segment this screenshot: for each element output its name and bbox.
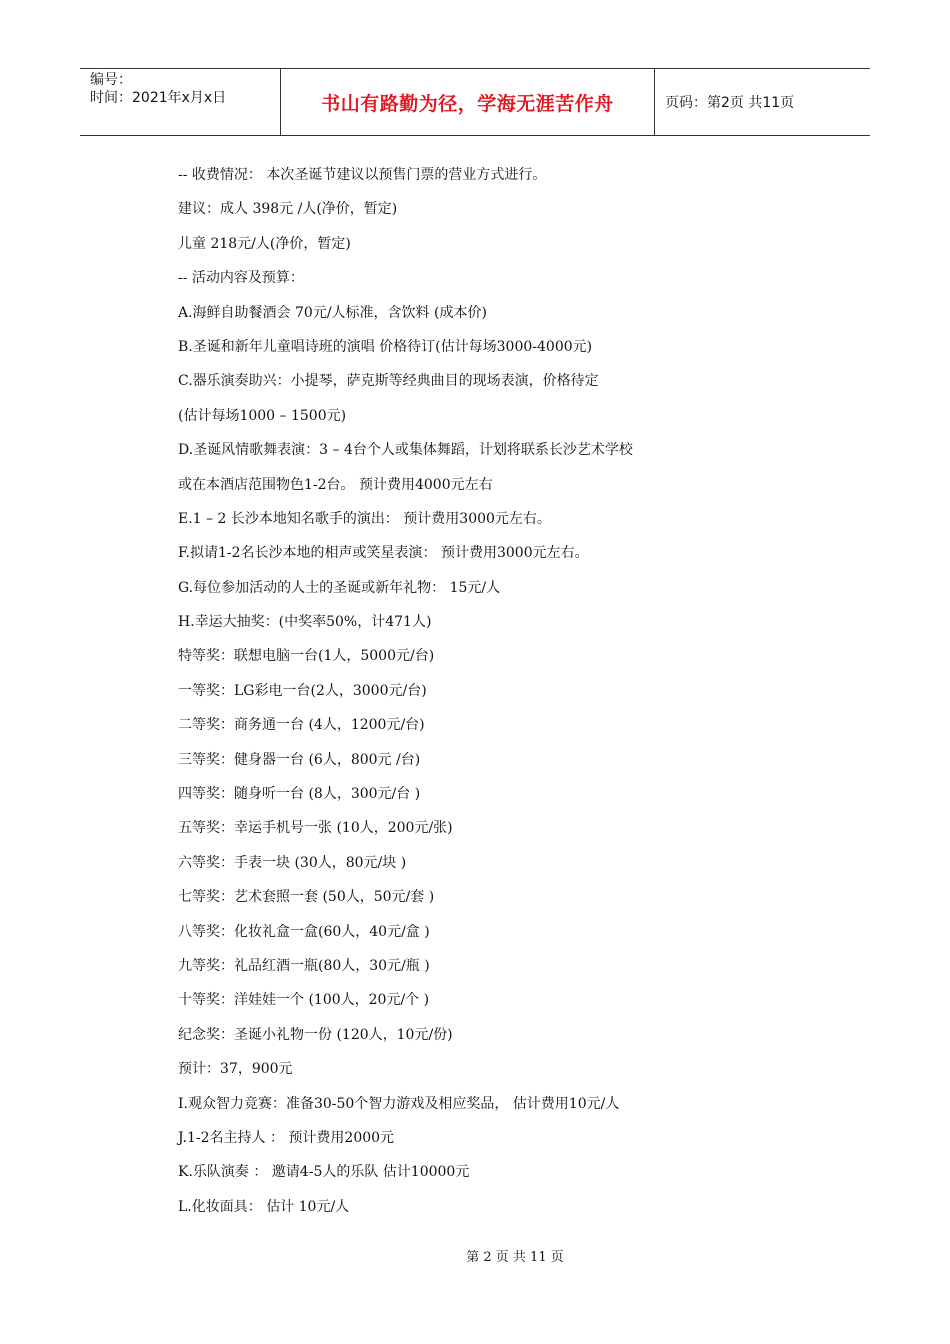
- item-c-cont: (估计每场1000 – 1500元): [178, 407, 347, 424]
- item-c: C.器乐演奏助兴：小提琴，萨克斯等经典曲目的现场表演，价格待定: [178, 373, 599, 390]
- item-i: I.观众智力竞赛：准备30-50个智力游戏及相应奖品， 估计费用10元/人: [178, 1095, 620, 1112]
- item-h: H.幸运大抽奖：(中奖率50%，计471人): [178, 614, 432, 631]
- adult-price: 建议：成人 398元 /人(净价，暂定): [178, 201, 398, 218]
- item-a: A.海鲜自助餐酒会 70元/人标准，含饮料 (成本价): [178, 304, 487, 321]
- item-d: D.圣诞风情歌舞表演：3 – 4台个人或集体舞蹈，计划将联系长沙艺术学校: [178, 442, 633, 459]
- item-j: J.1-2名主持人 ： 预计费用2000元: [178, 1129, 395, 1146]
- prize-10: 十等奖：洋娃娃一个 (100人，20元/个 ): [178, 992, 430, 1009]
- prize-3: 三等奖：健身器一台 (6人，800元 /台): [178, 751, 421, 768]
- activities-heading: -- 活动内容及预算：: [178, 270, 304, 287]
- item-b: B.圣诞和新年儿童唱诗班的演唱 价格待订(估计每场3000-4000元): [178, 338, 593, 355]
- prize-4: 四等奖：随身听一台 (8人，300元/台 ): [178, 786, 421, 803]
- fee-heading: -- 收费情况： 本次圣诞节建议以预售门票的营业方式进行。: [178, 167, 547, 183]
- child-price: 儿童 218元/人(净价，暂定): [178, 235, 351, 252]
- prize-6: 六等奖：手表一块 (30人，80元/块 ): [178, 854, 407, 871]
- prize-special: 特等奖：联想电脑一台(1人，5000元/台): [178, 648, 435, 665]
- page-footer: [0, 1246, 950, 1265]
- prize-1: 一等奖：LG彩电一台(2人，3000元/台): [178, 682, 427, 699]
- header-meta: [80, 69, 281, 135]
- prize-7: 七等奖：艺术套照一套 (50人，50元/套 ): [178, 889, 435, 906]
- prize-8: 八等奖：化妆礼盒一盒(60人，40元/盒 ): [178, 923, 430, 940]
- prize-9: 九等奖：礼品红酒一瓶(80人，30元/瓶 ): [178, 957, 430, 974]
- prize-souvenir: 纪念奖：圣诞小礼物一份 (120人，10元/份): [178, 1026, 453, 1043]
- header-motto: 书山有路勤为径，学海无涯苦作舟: [281, 69, 655, 135]
- document-body: [178, 158, 858, 1224]
- page-header: [80, 68, 870, 136]
- number-label: 编号：: [90, 72, 132, 88]
- item-e: E.1 – 2 长沙本地知名歌手的演出： 预计费用3000元左右。: [178, 510, 551, 527]
- item-d-cont: 或在本酒店范围物色1-2台。 预计费用4000元左右: [178, 476, 493, 493]
- item-l: L.化妆面具： 估计 10元/人: [178, 1198, 350, 1215]
- item-g: G.每位参加活动的人士的圣诞或新年礼物： 15元/人: [178, 579, 501, 596]
- prize-2: 二等奖：商务通一台 (4人，1200元/台): [178, 717, 425, 734]
- item-k: K.乐队演奏 ： 邀请4-5人的乐队 估计10000元: [178, 1164, 470, 1181]
- footer-page-number: 第 2 页 共 11 页: [466, 1250, 564, 1265]
- prize-total: 预计：37，900元: [178, 1061, 293, 1078]
- prize-5: 五等奖：幸运手机号一张 (10人，200元/张): [178, 820, 453, 837]
- header-page-info: 页码：第2页 共11页: [665, 95, 795, 111]
- item-f: F.拟请1-2名长沙本地的相声或笑星表演： 预计费用3000元左右。: [178, 545, 589, 562]
- date-label: 时间：2021年x月x日: [90, 90, 227, 106]
